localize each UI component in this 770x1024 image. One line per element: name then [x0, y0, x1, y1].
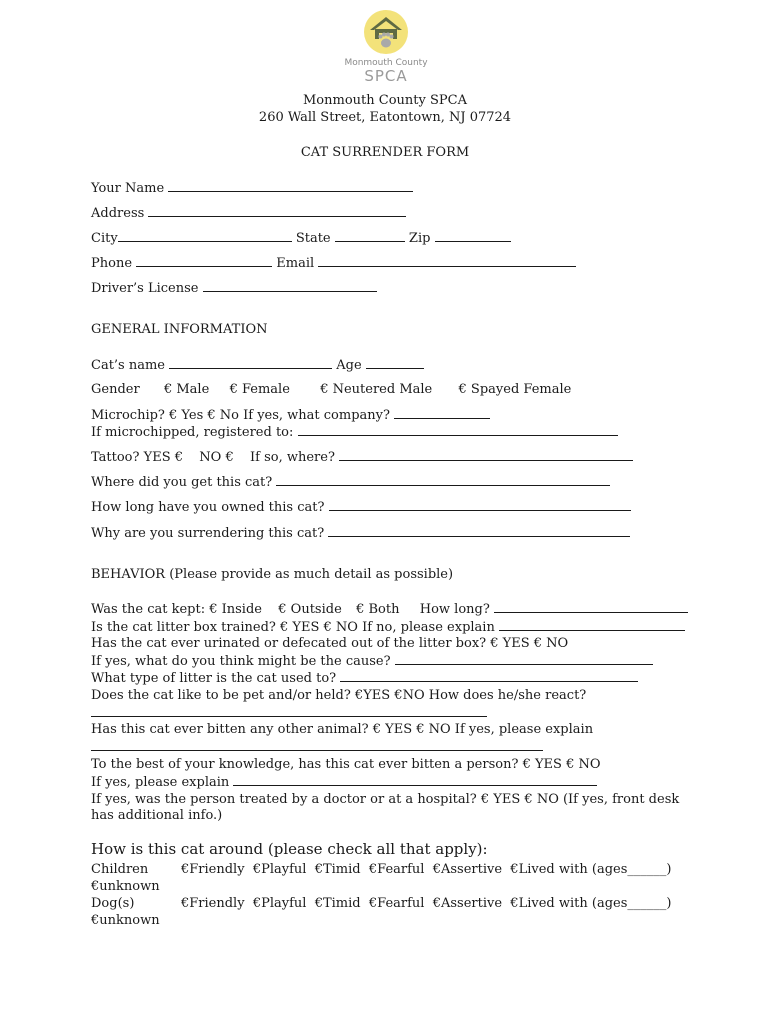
- kept-long-field[interactable]: [494, 600, 688, 613]
- name-field[interactable]: [168, 179, 413, 192]
- pet-react-row: [91, 704, 487, 722]
- pet-react-field[interactable]: [91, 704, 487, 717]
- tattoo-where-field[interactable]: [339, 448, 633, 461]
- cat-name-row: [91, 356, 424, 374]
- where-get-field[interactable]: [276, 473, 610, 486]
- why-row: [91, 524, 630, 542]
- address-label: Address: [91, 206, 145, 221]
- how-long-label: How long have you owned this cat?: [91, 500, 325, 515]
- female-checkbox[interactable]: € Female: [229, 382, 290, 397]
- dogs-options[interactable]: €Friendly €Playful €Timid €Fearful €Assertive €Lived with (ages______): [181, 896, 672, 911]
- pet-row[interactable]: Does the cat like to be pet and/or held? €YES €NO How does he/she react?: [91, 688, 587, 703]
- spca-logo: [336, 8, 436, 92]
- tattoo-row: [91, 448, 633, 466]
- why-field[interactable]: [328, 524, 630, 537]
- zip-label: Zip: [408, 231, 431, 246]
- where-get-row: [91, 473, 610, 491]
- litter-label[interactable]: Is the cat litter box trained? € YES € NO If no, please explain: [91, 620, 495, 635]
- org-address: 260 Wall Street, Eatontown, NJ 07724: [258, 110, 512, 125]
- dogs-row: [91, 895, 671, 912]
- cat-name-label: Cat’s name: [91, 358, 166, 373]
- bitten-person-row[interactable]: To the best of your knowledge, has this cat ever bitten a person? € YES € NO: [91, 757, 601, 772]
- doctor-row[interactable]: If yes, was the person treated by a doctor or at a hospital? € YES € NO (If yes, front desk: [91, 792, 680, 807]
- bitten-animal-explain-row: [91, 738, 543, 756]
- general-heading: GENERAL INFORMATION: [91, 322, 268, 337]
- license-field[interactable]: [203, 279, 377, 292]
- gender-row: [91, 381, 571, 398]
- dogs-label: Dog(s): [91, 896, 135, 911]
- name-row: [91, 179, 413, 197]
- doctor-row-cont: has additional info.): [91, 808, 223, 823]
- how-long-row: [91, 498, 631, 516]
- phone-row: [91, 254, 576, 272]
- outside-checkbox[interactable]: € Outside: [278, 602, 342, 617]
- spayed-checkbox[interactable]: € Spayed Female: [458, 382, 572, 397]
- children-options[interactable]: €Friendly €Playful €Timid €Fearful €Assertive €Lived with (ages______): [181, 862, 672, 877]
- registered-label: If microchipped, registered to:: [91, 425, 294, 440]
- litter-type-field[interactable]: [340, 669, 638, 682]
- cause-label: If yes, what do you think might be the cause?: [91, 654, 391, 669]
- state-label: State: [295, 231, 331, 246]
- cat-name-field[interactable]: [169, 356, 332, 369]
- age-field[interactable]: [366, 356, 424, 369]
- address-row: [91, 204, 406, 222]
- children-label: Children: [91, 862, 149, 877]
- litter-type-label: What type of litter is the cat used to?: [91, 671, 337, 686]
- phone-label: Phone: [91, 256, 133, 271]
- kept-long-label: How long?: [419, 602, 490, 617]
- where-get-label: Where did you get this cat?: [91, 475, 273, 490]
- explain-label: If yes, please explain: [91, 775, 230, 790]
- microchip-row: [91, 406, 490, 424]
- litter-row: [91, 618, 685, 636]
- email-label: Email: [276, 256, 315, 271]
- why-label: Why are you surrendering this cat?: [91, 526, 325, 541]
- microchip-label[interactable]: Microchip? € Yes € No If yes, what company?: [91, 408, 390, 423]
- registered-field[interactable]: [298, 423, 618, 436]
- bitten-person-explain-row: [91, 773, 597, 791]
- registered-row: [91, 423, 618, 441]
- how-long-field[interactable]: [329, 498, 631, 511]
- cause-field[interactable]: [395, 652, 653, 665]
- male-checkbox[interactable]: € Male: [163, 382, 210, 397]
- neutered-checkbox[interactable]: € Neutered Male: [320, 382, 433, 397]
- tattoo-yes-checkbox[interactable]: Tattoo? YES €: [91, 450, 183, 465]
- city-field[interactable]: [118, 229, 292, 242]
- litter-type-row: [91, 669, 638, 687]
- form-title: CAT SURRENDER FORM: [300, 145, 470, 160]
- paw-house-icon: [362, 8, 410, 56]
- name-label: Your Name: [91, 181, 165, 196]
- urinated-row[interactable]: Has the cat ever urinated or defecated out of the litter box? € YES € NO: [91, 636, 569, 651]
- bitten-animal-row[interactable]: Has this cat ever bitten any other animal? € YES € NO If yes, please explain: [91, 722, 594, 737]
- both-checkbox[interactable]: € Both: [356, 602, 400, 617]
- cause-row: [91, 652, 653, 670]
- city-label: City: [91, 231, 118, 246]
- bitten-person-explain-field[interactable]: [233, 773, 597, 786]
- org-name: Monmouth County SPCA: [303, 93, 467, 108]
- microchip-company-field[interactable]: [394, 406, 490, 419]
- bitten-animal-explain-field[interactable]: [91, 738, 543, 751]
- behavior-heading: BEHAVIOR (Please provide as much detail as possible): [91, 567, 454, 582]
- tattoo-no-checkbox[interactable]: NO €: [199, 450, 234, 465]
- phone-field[interactable]: [136, 254, 272, 267]
- state-field[interactable]: [335, 229, 405, 242]
- inside-checkbox[interactable]: Was the cat kept: € Inside: [91, 602, 262, 617]
- kept-row: [91, 600, 688, 618]
- children-unknown[interactable]: €unknown: [91, 879, 160, 894]
- address-field[interactable]: [148, 204, 406, 217]
- around-heading: How is this cat around (please check all that apply):: [91, 840, 488, 858]
- gender-label: Gender: [91, 382, 140, 397]
- children-row: [91, 861, 671, 878]
- city-row: [91, 229, 511, 247]
- age-label: Age: [336, 358, 362, 373]
- logo-subtitle: Monmouth County: [344, 58, 428, 68]
- zip-field[interactable]: [435, 229, 511, 242]
- tattoo-where-label: If so, where?: [250, 450, 335, 465]
- dogs-unknown[interactable]: €unknown: [91, 913, 160, 928]
- email-field[interactable]: [318, 254, 576, 267]
- license-label: Driver’s License: [91, 281, 199, 296]
- license-row: [91, 279, 377, 297]
- logo-title: SPCA: [364, 67, 408, 85]
- litter-explain-field[interactable]: [499, 618, 685, 631]
